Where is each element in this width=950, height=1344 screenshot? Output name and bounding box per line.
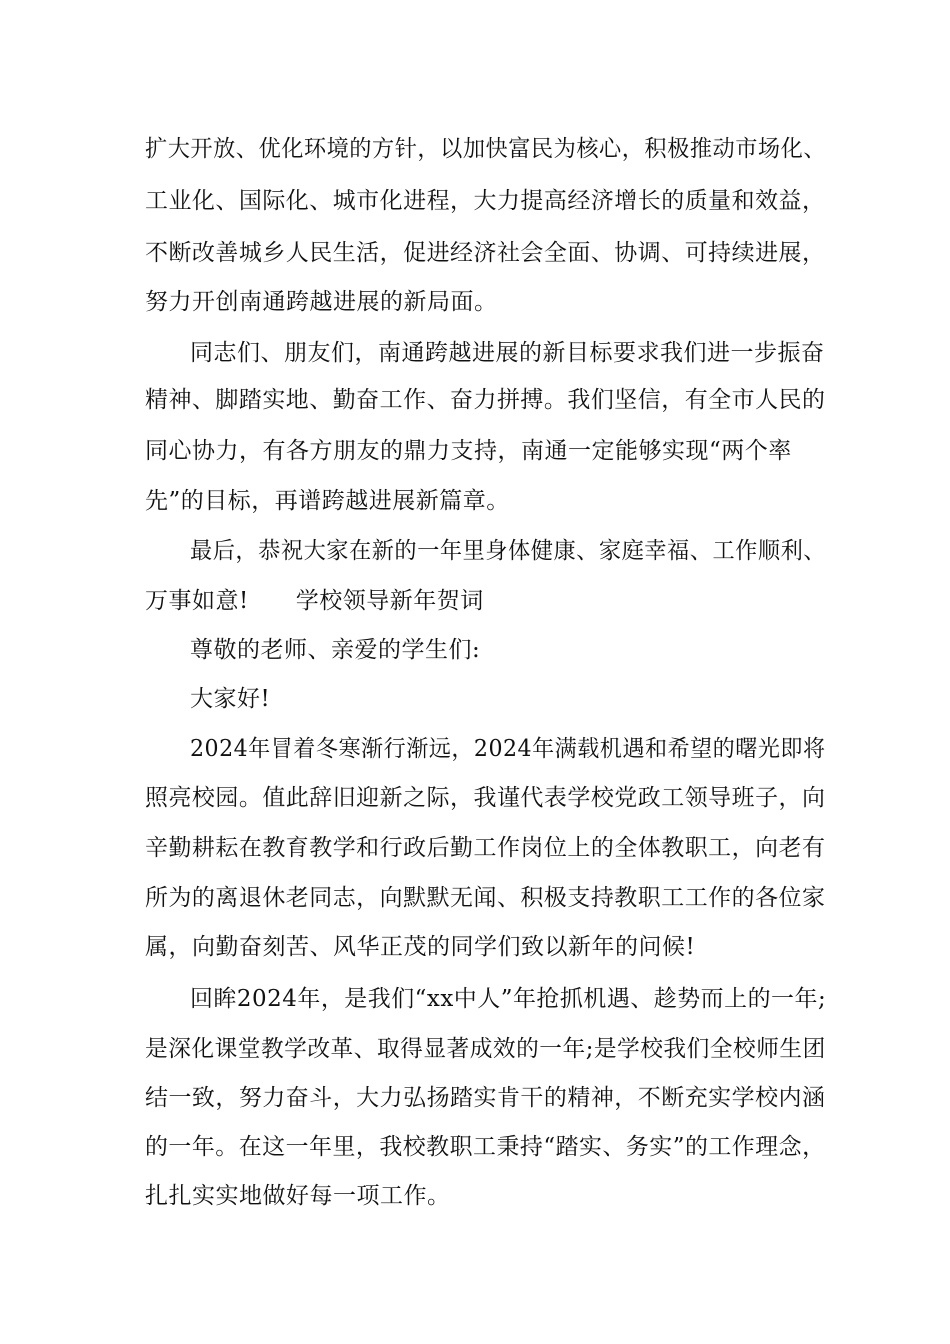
text-line: 扎扎实实地做好每一项工作。: [145, 1183, 451, 1209]
text-line: 不断改善城乡人民生活，促进经济社会全面、协调、可持续进展，: [145, 240, 826, 266]
text-line: 同心协力，有各方朋友的鼎力支持，南通一定能够实现“两个率: [145, 438, 792, 464]
text-line: 努力开创南通跨越进展的新局面。: [145, 289, 498, 315]
text-line: 结一致，努力奋斗，大力弘扬踏实肯干的精神，不断充实学校内涵: [145, 1085, 826, 1111]
text-line: 万事如意! 学校领导新年贺词: [145, 588, 484, 614]
text-line: 回眸2024年，是我们“xx中人”年抢抓机遇、趁势而上的一年;: [190, 986, 827, 1012]
text-line: 的一年。在这一年里，我校教职工秉持“踏实、务实”的工作理念，: [145, 1134, 826, 1160]
text-line: 最后，恭祝大家在新的一年里身体健康、家庭幸福、工作顺利、: [190, 538, 827, 564]
text-line: 工业化、国际化、城市化进程，大力提高经济增长的质量和效益，: [145, 188, 826, 214]
text-line: 2024年冒着冬寒渐行渐远，2024年满载机遇和希望的曙光即将: [190, 736, 826, 762]
text-line: 先”的目标，再谱跨越进展新篇章。: [145, 488, 510, 514]
text-line: 大家好!: [190, 686, 271, 712]
text-line: 尊敬的老师、亲爱的学生们:: [190, 637, 481, 663]
text-line: 所为的离退休老同志，向默默无闻、积极支持教职工工作的各位家: [145, 885, 826, 911]
text-line: 照亮校园。值此辞旧迎新之际，我谨代表学校党政工领导班子，向: [145, 785, 826, 811]
text-line: 辛勤耕耘在教育教学和行政后勤工作岗位上的全体教职工，向老有: [145, 835, 826, 861]
text-line: 同志们、朋友们，南通跨越进展的新目标要求我们进一步振奋: [190, 340, 825, 366]
text-line: 扩大开放、优化环境的方针，以加快富民为核心，积极推动市场化、: [145, 136, 827, 162]
text-line: 属，向勤奋刻苦、风华正茂的同学们致以新年的问候!: [145, 934, 696, 960]
text-line: 精神、脚踏实地、勤奋工作、奋力拼搏。我们坚信，有全市人民的: [145, 387, 826, 413]
text-line: 是深化课堂教学改革、取得显著成效的一年;是学校我们全校师生团: [145, 1036, 826, 1062]
